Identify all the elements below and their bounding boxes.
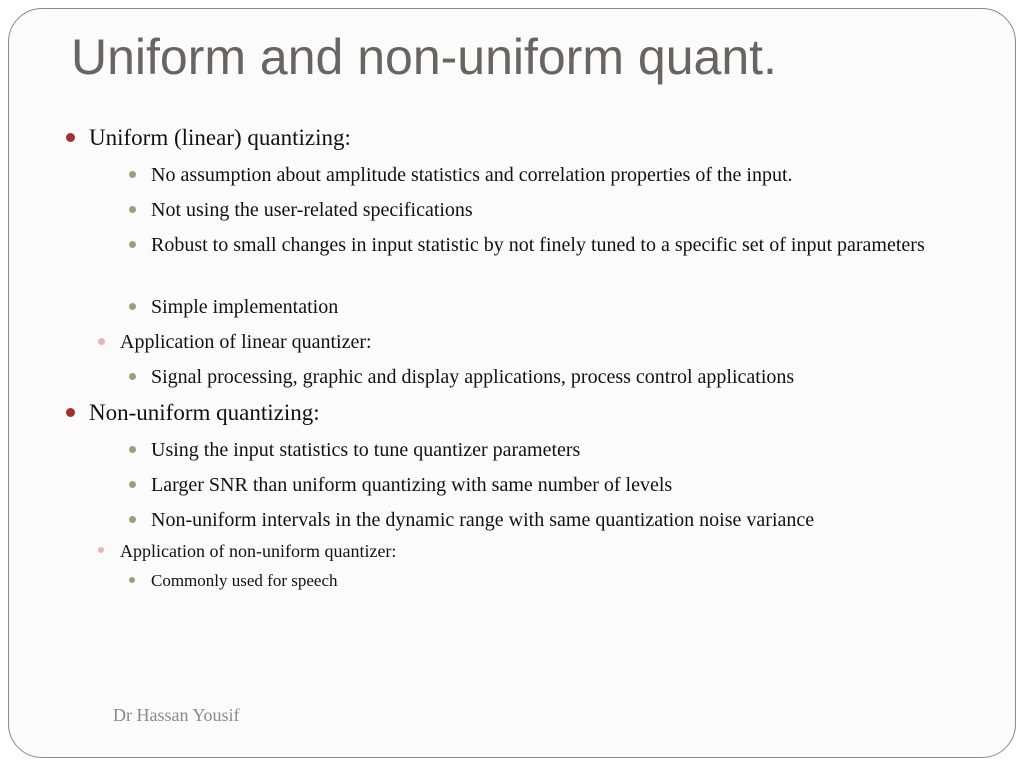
nonuniform-application-point: Commonly used for speech bbox=[151, 571, 338, 590]
nonuniform-point: Using the input statistics to tune quantizer parameters bbox=[151, 439, 581, 461]
bullet-dot-icon bbox=[129, 171, 136, 178]
bullet-dot-icon bbox=[66, 408, 75, 417]
slide-footer: Dr Hassan Yousif bbox=[113, 705, 240, 725]
bullet-dot-icon bbox=[129, 206, 136, 213]
nonuniform-point: Non-uniform intervals in the dynamic range with same quantization noise variance bbox=[151, 509, 815, 531]
bullet-dot-icon bbox=[66, 133, 75, 142]
bullet-dot-icon bbox=[129, 241, 136, 248]
uniform-heading: Uniform (linear) quantizing: bbox=[89, 125, 351, 150]
bullet-dot-icon bbox=[129, 303, 136, 310]
uniform-point: Not using the user-related specifications bbox=[151, 199, 473, 221]
nonuniform-heading: Non-uniform quantizing: bbox=[89, 400, 320, 425]
bullet-dot-icon bbox=[129, 577, 135, 583]
bullet-dot-icon bbox=[129, 481, 136, 488]
nonuniform-point: Larger SNR than uniform quantizing with same number of levels bbox=[151, 474, 673, 496]
uniform-point: Robust to small changes in input statistic by not finely tuned to a specific set of input parameters bbox=[151, 234, 925, 256]
bullet-dot-icon bbox=[98, 547, 104, 553]
bullet-dot-icon bbox=[98, 338, 105, 345]
uniform-point: Simple implementation bbox=[151, 296, 339, 318]
bullet-dot-icon bbox=[129, 446, 136, 453]
bullet-dot-icon bbox=[129, 516, 136, 523]
uniform-point: No assumption about amplitude statistics and correlation properties of the input. bbox=[151, 164, 793, 186]
slide-title: Uniform and non-uniform quant. bbox=[71, 29, 777, 85]
nonuniform-application-heading: Application of non-uniform quantizer: bbox=[120, 541, 397, 561]
uniform-application-heading: Application of linear quantizer: bbox=[120, 331, 372, 353]
uniform-application-point: Signal processing, graphic and display applications, process control applications bbox=[151, 366, 795, 388]
bullet-dot-icon bbox=[129, 373, 136, 380]
